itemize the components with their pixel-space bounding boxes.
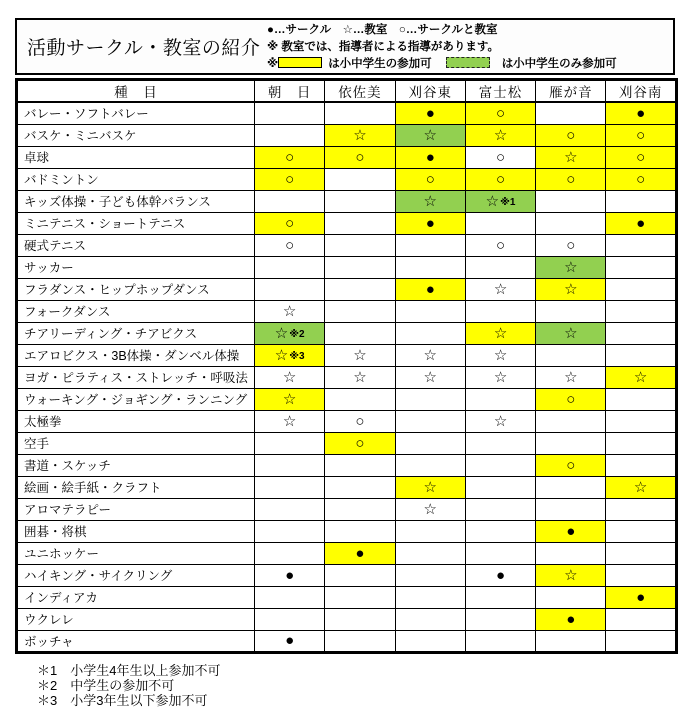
activity-cell bbox=[465, 586, 535, 608]
activity-cell bbox=[325, 278, 395, 300]
table-row bbox=[17, 300, 677, 322]
activity-cell bbox=[606, 102, 676, 124]
activity-name: 囲碁・将棋 bbox=[17, 520, 255, 542]
star-outline-icon: ☆ bbox=[493, 126, 508, 144]
activity-cell bbox=[606, 630, 676, 652]
activity-cell bbox=[606, 344, 676, 366]
circle-filled-icon: ● bbox=[636, 588, 646, 606]
yellow-swatch bbox=[278, 57, 322, 68]
activity-name: バドミントン bbox=[17, 168, 255, 190]
activity-cell bbox=[395, 300, 465, 322]
activity-cell bbox=[255, 102, 325, 124]
activity-cell bbox=[606, 256, 676, 278]
activity-cell bbox=[395, 608, 465, 630]
activity-cell bbox=[255, 454, 325, 476]
activity-cell bbox=[255, 476, 325, 498]
activity-cell bbox=[325, 168, 395, 190]
table-row bbox=[17, 432, 677, 454]
activity-cell bbox=[536, 256, 606, 278]
activity-cell bbox=[465, 388, 535, 410]
activity-cell bbox=[325, 498, 395, 520]
header-band bbox=[15, 18, 675, 75]
activity-cell bbox=[395, 410, 465, 432]
activity-cell bbox=[536, 102, 606, 124]
activity-cell bbox=[606, 300, 676, 322]
activity-cell bbox=[465, 498, 535, 520]
activity-cell bbox=[606, 168, 676, 190]
footnote-marker: ※2 bbox=[289, 328, 305, 340]
activity-cell bbox=[325, 146, 395, 168]
activity-cell bbox=[395, 454, 465, 476]
activity-name: エアロビクス・3B体操・ダンベル体操 bbox=[17, 344, 255, 366]
activity-name: キッズ体操・子ども体幹バランス bbox=[17, 190, 255, 212]
activity-cell bbox=[465, 278, 535, 300]
activity-cell bbox=[255, 542, 325, 564]
activity-cell bbox=[255, 322, 325, 344]
page-title: 活動サークル・教室の紹介 bbox=[27, 38, 261, 59]
star-outline-icon: ☆ bbox=[493, 368, 508, 386]
star-outline-icon: ☆ bbox=[423, 192, 437, 210]
star-outline-icon: ☆ bbox=[564, 280, 578, 298]
activity-cell bbox=[255, 366, 325, 388]
circle-outline-icon: ○ bbox=[636, 148, 646, 166]
activity-cell bbox=[606, 212, 676, 234]
circle-filled-icon: ● bbox=[566, 522, 576, 540]
activity-name: チアリーディング・チアビクス bbox=[17, 322, 255, 344]
activity-name: インディアカ bbox=[17, 586, 255, 608]
activity-cell bbox=[465, 234, 535, 256]
activity-cell bbox=[255, 498, 325, 520]
table-row bbox=[17, 322, 677, 344]
activity-cell bbox=[255, 564, 325, 586]
activity-cell bbox=[395, 102, 465, 124]
circle-outline-icon: ○ bbox=[496, 170, 506, 188]
star-outline-icon: ☆ bbox=[423, 368, 437, 386]
activity-cell bbox=[536, 410, 606, 432]
star-outline-icon: ☆ bbox=[282, 390, 297, 408]
footnote-3: ＊3 小学3年生以下参加不可 bbox=[37, 693, 208, 708]
activity-cell bbox=[395, 190, 465, 212]
activity-cell bbox=[395, 124, 465, 146]
activity-cell bbox=[325, 432, 395, 454]
table-row bbox=[17, 564, 677, 586]
circle-outline-icon: ○ bbox=[285, 170, 295, 188]
star-outline-icon: ☆ bbox=[274, 324, 289, 342]
circle-outline-icon: ○ bbox=[285, 236, 295, 254]
activity-name: 卓球 bbox=[17, 146, 255, 168]
column-header-asahi: 朝 日 bbox=[255, 80, 325, 103]
star-outline-icon: ☆ bbox=[493, 324, 508, 342]
green-swatch-label: は小中学生のみ参加可 bbox=[501, 58, 617, 70]
star-outline-icon: ☆ bbox=[282, 412, 297, 430]
star-outline-icon: ☆ bbox=[493, 412, 508, 430]
table-row bbox=[17, 256, 677, 278]
activity-cell bbox=[606, 542, 676, 564]
activity-cell bbox=[325, 520, 395, 542]
activity-name: 絵画・絵手紙・クラフト bbox=[17, 476, 255, 498]
table-row bbox=[17, 366, 677, 388]
activity-cell bbox=[465, 476, 535, 498]
activity-name: 硬式テニス bbox=[17, 234, 255, 256]
star-outline-icon: ☆ bbox=[564, 258, 578, 276]
circle-filled-icon: ● bbox=[355, 544, 365, 562]
legend-note-line: ※ 教室では、指導者による指導があります。 bbox=[267, 41, 499, 53]
activity-cell bbox=[395, 476, 465, 498]
activity-cell bbox=[325, 124, 395, 146]
header-row bbox=[17, 80, 677, 103]
activity-cell bbox=[536, 454, 606, 476]
activity-cell bbox=[465, 168, 535, 190]
activity-cell bbox=[325, 212, 395, 234]
activity-cell bbox=[536, 476, 606, 498]
activity-cell bbox=[395, 344, 465, 366]
footnote-marker: ※3 bbox=[289, 350, 305, 362]
table-row bbox=[17, 630, 677, 652]
activity-cell bbox=[395, 278, 465, 300]
activity-cell bbox=[536, 388, 606, 410]
table-row bbox=[17, 124, 677, 146]
activity-cell bbox=[325, 344, 395, 366]
star-outline-icon: ☆ bbox=[564, 368, 578, 386]
activity-cell bbox=[395, 630, 465, 652]
circle-outline-icon: ○ bbox=[355, 434, 365, 452]
circle-filled-icon: ● bbox=[285, 632, 295, 649]
table-row bbox=[17, 212, 677, 234]
activity-cell bbox=[606, 124, 676, 146]
circle-outline-icon: ○ bbox=[636, 170, 646, 188]
yellow-swatch-label: は小中学生の参加可 bbox=[328, 58, 432, 70]
activity-cell bbox=[255, 344, 325, 366]
activity-cell bbox=[395, 542, 465, 564]
activity-cell bbox=[536, 212, 606, 234]
activity-cell bbox=[606, 278, 676, 300]
activity-cell bbox=[606, 234, 676, 256]
legend-colors-line bbox=[267, 56, 673, 73]
activity-cell bbox=[255, 212, 325, 234]
activity-cell bbox=[606, 586, 676, 608]
activity-cell bbox=[255, 146, 325, 168]
activity-cell bbox=[325, 410, 395, 432]
activity-name: バレー・ソフトバレー bbox=[17, 102, 255, 124]
activity-cell bbox=[255, 190, 325, 212]
activity-cell bbox=[606, 388, 676, 410]
activity-cell bbox=[536, 432, 606, 454]
table-row bbox=[17, 454, 677, 476]
activity-cell bbox=[606, 498, 676, 520]
activity-cell bbox=[325, 542, 395, 564]
activity-cell bbox=[536, 586, 606, 608]
activity-cell bbox=[255, 520, 325, 542]
activity-name: フラダンス・ヒップホップダンス bbox=[17, 278, 255, 300]
activity-cell bbox=[606, 432, 676, 454]
circle-filled-icon: ● bbox=[425, 280, 435, 298]
table-row bbox=[17, 388, 677, 410]
activity-cell bbox=[325, 366, 395, 388]
activity-cell bbox=[536, 542, 606, 564]
activity-cell bbox=[255, 234, 325, 256]
star-outline-icon: ☆ bbox=[485, 192, 500, 210]
footnotes bbox=[37, 663, 220, 708]
activity-cell bbox=[325, 608, 395, 630]
star-outline-icon: ☆ bbox=[423, 478, 437, 496]
activity-cell bbox=[395, 388, 465, 410]
star-outline-icon: ☆ bbox=[423, 126, 437, 144]
activity-cell bbox=[325, 454, 395, 476]
legend bbox=[265, 20, 673, 73]
star-outline-icon: ☆ bbox=[353, 126, 367, 144]
activity-cell bbox=[395, 564, 465, 586]
activity-cell bbox=[606, 454, 676, 476]
activity-cell bbox=[255, 608, 325, 630]
activity-cell bbox=[536, 608, 606, 630]
activity-cell bbox=[395, 212, 465, 234]
activity-cell bbox=[325, 234, 395, 256]
activity-cell bbox=[536, 366, 606, 388]
activity-cell bbox=[606, 322, 676, 344]
circle-outline-icon: ○ bbox=[566, 126, 576, 144]
activity-name: 書道・スケッチ bbox=[17, 454, 255, 476]
footnote-1: ＊1 小学生4年生以上参加不可 bbox=[37, 663, 221, 678]
activity-cell bbox=[536, 234, 606, 256]
activity-cell bbox=[465, 366, 535, 388]
activity-cell bbox=[465, 256, 535, 278]
activity-cell bbox=[465, 564, 535, 586]
circle-outline-icon: ○ bbox=[425, 170, 435, 188]
activity-cell bbox=[255, 586, 325, 608]
table-row bbox=[17, 278, 677, 300]
activity-cell bbox=[395, 586, 465, 608]
activity-name: ウクレレ bbox=[17, 608, 255, 630]
activity-cell bbox=[395, 322, 465, 344]
column-header-kariya-higashi: 刈谷東 bbox=[395, 80, 465, 103]
activity-cell bbox=[395, 256, 465, 278]
circle-filled-icon: ● bbox=[425, 148, 435, 166]
star-outline-icon: ☆ bbox=[493, 346, 508, 364]
table-row bbox=[17, 344, 677, 366]
activity-cell bbox=[536, 630, 606, 652]
circle-outline-icon: ○ bbox=[496, 104, 506, 122]
activity-cell bbox=[606, 146, 676, 168]
activity-cell bbox=[606, 190, 676, 212]
green-swatch bbox=[446, 57, 490, 68]
activity-cell bbox=[325, 300, 395, 322]
column-header-karigane: 雁が音 bbox=[536, 80, 606, 103]
activity-cell bbox=[606, 564, 676, 586]
activity-cell bbox=[536, 498, 606, 520]
activity-cell bbox=[465, 410, 535, 432]
circle-outline-icon: ○ bbox=[285, 148, 295, 166]
activity-cell bbox=[325, 586, 395, 608]
table-row bbox=[17, 476, 677, 498]
activity-cell bbox=[465, 454, 535, 476]
activity-cell bbox=[536, 344, 606, 366]
activity-name: アロマテラピー bbox=[17, 498, 255, 520]
activity-cell bbox=[465, 300, 535, 322]
circle-outline-icon: ○ bbox=[496, 236, 506, 254]
activity-cell bbox=[536, 146, 606, 168]
table-row bbox=[17, 234, 677, 256]
activity-cell bbox=[255, 256, 325, 278]
star-outline-icon: ☆ bbox=[564, 324, 578, 342]
column-header-kariya-minami: 刈谷南 bbox=[606, 80, 676, 103]
activity-cell bbox=[395, 234, 465, 256]
star-outline-icon: ☆ bbox=[493, 280, 508, 298]
activity-cell bbox=[395, 498, 465, 520]
activity-cell bbox=[325, 564, 395, 586]
activity-cell bbox=[395, 146, 465, 168]
table-row bbox=[17, 542, 677, 564]
activity-cell bbox=[325, 256, 395, 278]
activity-cell bbox=[606, 476, 676, 498]
activity-cell bbox=[395, 520, 465, 542]
activity-cell bbox=[465, 322, 535, 344]
activity-cell bbox=[536, 190, 606, 212]
activity-cell bbox=[536, 278, 606, 300]
activity-cell bbox=[606, 410, 676, 432]
circle-outline-icon: ○ bbox=[566, 236, 576, 254]
activity-cell bbox=[255, 410, 325, 432]
activity-cell bbox=[606, 366, 676, 388]
activity-cell bbox=[325, 476, 395, 498]
activity-cell bbox=[395, 168, 465, 190]
activity-cell bbox=[325, 630, 395, 652]
column-header-item: 種 目 bbox=[17, 80, 255, 103]
activity-name: ミニテニス・ショートテニス bbox=[17, 212, 255, 234]
activity-name: ボッチャ bbox=[17, 630, 255, 652]
activity-name: フォークダンス bbox=[17, 300, 255, 322]
footnote-2: ＊2 中学生の参加不可 bbox=[37, 678, 175, 693]
activity-cell bbox=[536, 520, 606, 542]
circle-outline-icon: ○ bbox=[285, 214, 295, 232]
activity-cell bbox=[255, 278, 325, 300]
table-row bbox=[17, 498, 677, 520]
activity-cell bbox=[255, 432, 325, 454]
activity-cell bbox=[325, 102, 395, 124]
star-outline-icon: ☆ bbox=[633, 368, 648, 386]
circle-filled-icon: ● bbox=[285, 566, 295, 584]
circle-filled-icon: ● bbox=[425, 214, 435, 232]
circle-outline-icon: ○ bbox=[355, 412, 365, 430]
star-outline-icon: ☆ bbox=[353, 368, 367, 386]
activity-cell bbox=[465, 432, 535, 454]
activity-cell bbox=[325, 322, 395, 344]
activity-name: ユニホッケー bbox=[17, 542, 255, 564]
activity-table bbox=[15, 78, 678, 654]
activity-name: サッカー bbox=[17, 256, 255, 278]
table-row bbox=[17, 168, 677, 190]
table-row bbox=[17, 146, 677, 168]
activity-table-body bbox=[17, 102, 677, 652]
activity-name: ヨガ・ピラティス・ストレッチ・呼吸法 bbox=[17, 366, 255, 388]
activity-cell bbox=[255, 168, 325, 190]
circle-outline-icon: ○ bbox=[636, 126, 646, 144]
activity-cell bbox=[465, 520, 535, 542]
activity-cell bbox=[606, 608, 676, 630]
column-header-yosami: 依佐美 bbox=[325, 80, 395, 103]
activity-cell bbox=[536, 322, 606, 344]
activity-name: ウォーキング・ジョギング・ランニング bbox=[17, 388, 255, 410]
star-outline-icon: ☆ bbox=[274, 346, 289, 364]
legend-symbols-line: ●…サークル ☆…教室 ○…サークルと教室 bbox=[267, 24, 498, 36]
activity-cell bbox=[465, 102, 535, 124]
circle-filled-icon: ● bbox=[496, 566, 506, 584]
activity-name: ハイキング・サイクリング bbox=[17, 564, 255, 586]
circle-outline-icon: ○ bbox=[566, 170, 576, 188]
star-outline-icon: ☆ bbox=[282, 368, 297, 386]
activity-cell bbox=[465, 146, 535, 168]
star-outline-icon: ☆ bbox=[353, 346, 367, 364]
circle-outline-icon: ○ bbox=[566, 390, 576, 408]
star-outline-icon: ☆ bbox=[282, 302, 297, 320]
star-outline-icon: ☆ bbox=[423, 346, 437, 364]
activity-cell bbox=[465, 190, 535, 212]
activity-cell bbox=[255, 388, 325, 410]
activity-cell bbox=[536, 168, 606, 190]
circle-filled-icon: ● bbox=[636, 104, 646, 122]
column-header-fujimatsu: 富士松 bbox=[465, 80, 535, 103]
activity-cell bbox=[395, 366, 465, 388]
activity-cell bbox=[536, 300, 606, 322]
circle-filled-icon: ● bbox=[566, 610, 576, 628]
table-row bbox=[17, 608, 677, 630]
activity-cell bbox=[606, 520, 676, 542]
activity-cell bbox=[536, 564, 606, 586]
circle-outline-icon: ○ bbox=[355, 148, 365, 166]
activity-cell bbox=[465, 124, 535, 146]
activity-name: 空手 bbox=[17, 432, 255, 454]
activity-name: バスケ・ミニバスケ bbox=[17, 124, 255, 146]
table-header bbox=[17, 80, 677, 103]
activity-cell bbox=[465, 630, 535, 652]
footnote-marker: ※1 bbox=[500, 196, 516, 208]
star-outline-icon: ☆ bbox=[564, 566, 578, 584]
table-row bbox=[17, 190, 677, 212]
activity-cell bbox=[465, 344, 535, 366]
circle-outline-icon: ○ bbox=[496, 148, 506, 166]
star-outline-icon: ☆ bbox=[633, 478, 648, 496]
table-row bbox=[17, 520, 677, 542]
activity-cell bbox=[325, 190, 395, 212]
activity-cell bbox=[395, 432, 465, 454]
activity-cell bbox=[255, 630, 325, 652]
activity-cell bbox=[465, 542, 535, 564]
star-outline-icon: ☆ bbox=[564, 148, 578, 166]
table-row bbox=[17, 102, 677, 124]
circle-outline-icon: ○ bbox=[566, 456, 576, 474]
activity-cell bbox=[465, 212, 535, 234]
table-row bbox=[17, 586, 677, 608]
activity-cell bbox=[536, 124, 606, 146]
star-outline-icon: ☆ bbox=[423, 500, 437, 518]
legend-marker: ※ bbox=[267, 58, 279, 70]
activity-cell bbox=[255, 300, 325, 322]
circle-filled-icon: ● bbox=[425, 104, 435, 122]
table-row bbox=[17, 410, 677, 432]
activity-cell bbox=[465, 608, 535, 630]
circle-filled-icon: ● bbox=[636, 214, 646, 232]
activity-cell bbox=[255, 124, 325, 146]
activity-name: 太極拳 bbox=[17, 410, 255, 432]
activity-cell bbox=[325, 388, 395, 410]
